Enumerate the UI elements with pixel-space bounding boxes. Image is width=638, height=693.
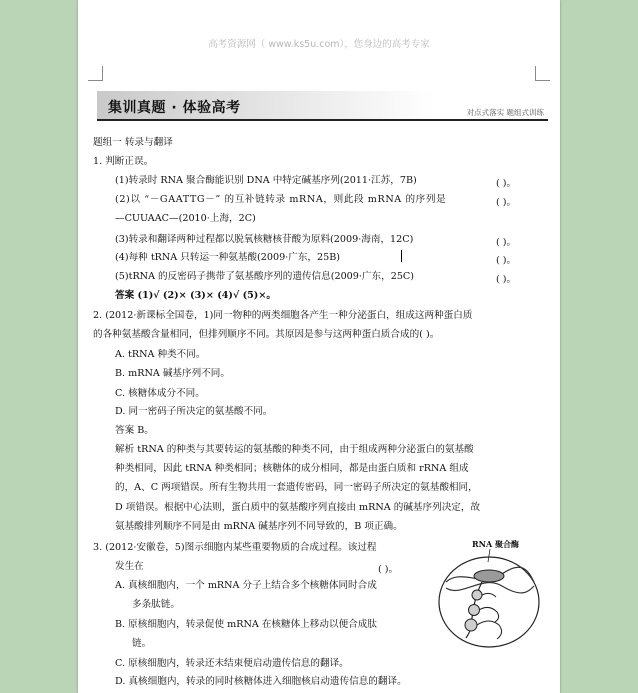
q2-analysis: 的，A、C 两项错误。所有生物共用一套遗传密码，同一密码子所决定的氨基酸相同， <box>115 482 478 493</box>
rna-polymerase <box>474 570 504 582</box>
ribosome <box>465 619 477 631</box>
q3-stem: 3. (2012·安徽卷，5)图示细胞内某些重要物质的合成过程。该过程 <box>93 542 377 553</box>
q1-answer-blank: ( )。 <box>496 237 517 248</box>
q2-analysis: D 项错误。根据中心法则，蛋白质中的氨基酸序列直接由 mRNA 的碱基序列决定，故 <box>115 502 481 513</box>
margin-marker-left <box>88 66 103 81</box>
q3-stem: 发生在 <box>115 561 144 572</box>
q2-stem: 2. (2012·新课标全国卷，1)同一物种的两类细胞各产生一种分泌蛋白，组成这两种蛋白质 <box>93 310 473 321</box>
q1-item: (1)转录时 RNA 聚合酶能识别 DNA 中特定碱基序列(2011·江苏，7B) <box>115 175 417 186</box>
q1-answer: 答案 (1)√ (2)× (3)× (4)√ (5)×。 <box>115 290 276 301</box>
q3-option: 链。 <box>132 638 152 649</box>
text-cursor <box>401 250 402 262</box>
q2-analysis: 种类相同，因此 tRNA 种类相同；核糖体的成分相同，都是由蛋白质和 rRNA 组成 <box>115 463 469 474</box>
q2-stem: 的各种氨基酸含量相同，但排列顺序不同。其原因是参与这两种蛋白质合成的( )。 <box>93 329 440 340</box>
q2-option: C. 核糖体成分不同。 <box>115 388 205 399</box>
q1-answer-blank: ( )。 <box>496 255 517 266</box>
q1-answer-blank: ( )。 <box>496 178 517 189</box>
rna-polymerase-label: RNA 聚合酶 <box>472 540 519 549</box>
q2-option: D. 同一密码子所决定的氨基酸不同。 <box>115 406 273 417</box>
section-title: 集训真题 · 体验高考 <box>108 100 241 116</box>
page-header: 高考资源网（ www.ks5u.com），您身边的高考专家 <box>208 39 430 50</box>
ribosome <box>469 605 480 616</box>
q2-option: A. tRNA 种类不同。 <box>115 349 206 360</box>
q1-item: —CUUAAC—(2010·上海，2C) <box>115 213 256 224</box>
q1-item: (2)以 “－GAATTG－” 的互补链转录 mRNA，则此段 mRNA 的序列是 <box>115 194 447 205</box>
q1-item: (4)每种 tRNA 只转运一种氨基酸(2009·广东，25B) <box>115 252 341 263</box>
q2-analysis: 解析 tRNA 的种类与其要转运的氨基酸的种类不同，由于组成两种分泌蛋白的氨基酸 <box>115 444 474 455</box>
q1-answer-blank: ( )。 <box>496 197 517 208</box>
q3-option: C. 原核细胞内，转录还未结束便启动遗传信息的翻译。 <box>115 658 349 669</box>
q3-option: A. 真核细胞内，一个 mRNA 分子上结合多个核糖体同时合成 <box>115 580 377 591</box>
group-heading: 题组一 转录与翻译 <box>93 137 173 148</box>
transcription-translation-figure <box>432 540 542 652</box>
q1-item: (5)tRNA 的反密码子携带了氨基酸序列的遗传信息(2009·广东，25C) <box>115 271 415 282</box>
q1-stem: 1. 判断正误。 <box>93 156 154 167</box>
q2-analysis: 氨基酸排列顺序不同是由 mRNA 碱基序列不同导致的，B 项正确。 <box>115 521 403 532</box>
ribosome <box>472 590 482 600</box>
q2-option: B. mRNA 碱基序列不同。 <box>115 368 230 379</box>
q3-option: B. 原核细胞内，转录促使 mRNA 在核糖体上移动以便合成肽 <box>115 619 377 630</box>
q1-item: (3)转录和翻译两种过程都以脱氧核糖核苷酸为原料(2009·海南，12C) <box>115 234 414 245</box>
q3-option: 多条肽链。 <box>132 599 180 610</box>
margin-marker-right <box>535 66 550 81</box>
q1-answer-blank: ( )。 <box>496 274 517 285</box>
q3-option: D. 真核细胞内，转录的同时核糖体进入细胞核启动遗传信息的翻译。 <box>115 676 407 687</box>
banner-rule <box>97 119 548 121</box>
q2-answer: 答案 B。 <box>115 425 154 436</box>
q3-answer-blank: ( )。 <box>378 564 399 575</box>
section-subtitle: 对点式落实 题组式训练 <box>466 108 544 117</box>
